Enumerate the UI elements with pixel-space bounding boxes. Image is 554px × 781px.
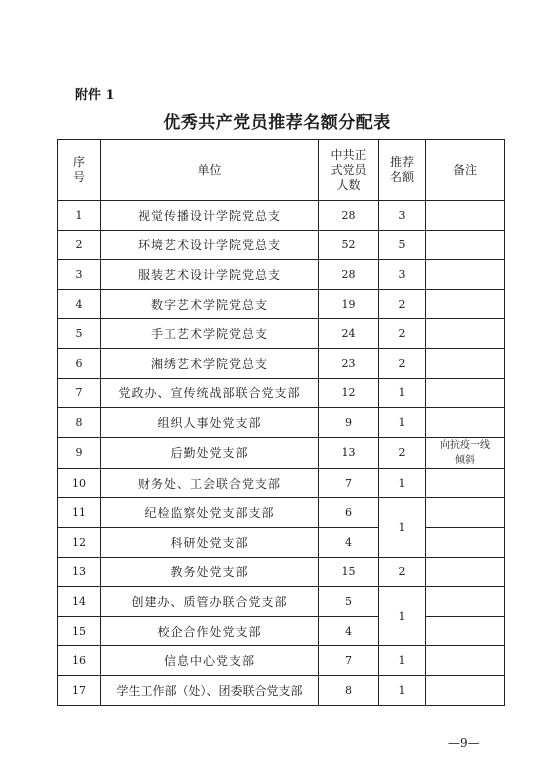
row-unit: 手工艺术学院党总支 — [101, 319, 319, 349]
table-row — [58, 498, 505, 528]
header-unit: 单位 — [101, 140, 319, 201]
row-number: 17 — [58, 675, 101, 705]
row-note — [426, 378, 505, 408]
row-quota: 2 — [379, 319, 426, 349]
row-note — [426, 616, 505, 646]
row-members: 7 — [319, 468, 379, 498]
row-note — [426, 557, 505, 587]
row-quota-merged: 1 — [379, 587, 426, 646]
row-quota: 1 — [379, 675, 426, 705]
row-quota: 2 — [379, 437, 426, 468]
row-quota: 2 — [379, 557, 426, 587]
row-number: 10 — [58, 468, 101, 498]
header-seq-line2: 号 — [72, 170, 85, 184]
row-quota: 2 — [379, 348, 426, 378]
row-note — [426, 675, 505, 705]
row-note — [426, 527, 505, 557]
table-row — [58, 587, 505, 617]
table-row — [58, 260, 505, 290]
row-number: 14 — [58, 587, 101, 617]
row-members: 24 — [319, 319, 379, 349]
row-note — [426, 260, 505, 290]
row-note — [426, 498, 505, 528]
row-note — [426, 587, 505, 617]
table-row — [58, 437, 505, 468]
row-unit: 环境艺术设计学院党总支 — [101, 230, 319, 260]
note-line1: 向抗疫一线 — [440, 439, 490, 451]
row-unit: 学生工作部（处）、团委联合党支部 — [101, 675, 319, 705]
table-row — [58, 527, 505, 557]
row-members: 23 — [319, 348, 379, 378]
quota-table — [57, 139, 505, 706]
row-quota: 1 — [379, 408, 426, 438]
table-row — [58, 230, 505, 260]
row-quota: 1 — [379, 468, 426, 498]
table-row — [58, 675, 505, 705]
header-members — [319, 140, 379, 201]
row-note — [426, 348, 505, 378]
row-members: 4 — [319, 616, 379, 646]
header-members-line3: 人数 — [336, 177, 361, 192]
row-number: 5 — [58, 319, 101, 349]
row-unit: 校企合作处党支部 — [101, 616, 319, 646]
row-members: 28 — [319, 260, 379, 290]
table-row — [58, 616, 505, 646]
row-unit: 数字艺术学院党总支 — [101, 289, 319, 319]
row-note — [426, 289, 505, 319]
table-row — [58, 201, 505, 231]
row-members: 9 — [319, 408, 379, 438]
row-note — [426, 201, 505, 231]
row-unit: 党政办、宣传统战部联合党支部 — [101, 378, 319, 408]
row-number: 2 — [58, 230, 101, 260]
row-members: 6 — [319, 498, 379, 528]
header-note: 备注 — [426, 140, 505, 201]
row-note — [426, 319, 505, 349]
table-row — [58, 468, 505, 498]
row-members: 52 — [319, 230, 379, 260]
row-members: 7 — [319, 646, 379, 676]
row-number: 16 — [58, 646, 101, 676]
row-members: 28 — [319, 201, 379, 231]
row-quota: 3 — [379, 201, 426, 231]
row-unit: 信息中心党支部 — [101, 646, 319, 676]
row-unit: 财务处、工会联合党支部 — [101, 468, 319, 498]
row-unit: 教务处党支部 — [101, 557, 319, 587]
row-number: 4 — [58, 289, 101, 319]
row-number: 9 — [58, 437, 101, 468]
row-quota: 1 — [379, 378, 426, 408]
attachment-label: 附件 1 — [75, 88, 115, 103]
row-members: 12 — [319, 378, 379, 408]
row-number: 15 — [58, 616, 101, 646]
row-unit: 服装艺术设计学院党总支 — [101, 260, 319, 290]
table-header-row — [58, 140, 505, 201]
header-members-line1: 中共正 — [330, 147, 367, 162]
row-number: 13 — [58, 557, 101, 587]
table-row — [58, 557, 505, 587]
row-members: 8 — [319, 675, 379, 705]
table-row — [58, 289, 505, 319]
row-quota: 1 — [379, 646, 426, 676]
row-number: 12 — [58, 527, 101, 557]
row-members: 13 — [319, 437, 379, 468]
row-note — [426, 437, 505, 468]
page-number: —9— — [448, 736, 480, 750]
row-members: 19 — [319, 289, 379, 319]
row-unit: 创建办、质管办联合党支部 — [101, 587, 319, 617]
row-unit: 纪检监察处党支部支部 — [101, 498, 319, 528]
row-unit: 组织人事处党支部 — [101, 408, 319, 438]
row-quota-merged: 1 — [379, 498, 426, 557]
row-unit: 视觉传播设计学院党总支 — [101, 201, 319, 231]
row-number: 1 — [58, 201, 101, 231]
row-note — [426, 408, 505, 438]
row-number: 11 — [58, 498, 101, 528]
header-members-line2: 式党员 — [330, 162, 367, 177]
row-number: 8 — [58, 408, 101, 438]
row-number: 7 — [58, 378, 101, 408]
header-quota — [379, 140, 426, 201]
table-row — [58, 408, 505, 438]
row-members: 15 — [319, 557, 379, 587]
page-title: 优秀共产党员推荐名额分配表 — [163, 113, 391, 133]
row-unit: 科研处党支部 — [101, 527, 319, 557]
header-seq — [58, 140, 101, 201]
row-unit: 湘绣艺术学院党总支 — [101, 348, 319, 378]
row-members: 5 — [319, 587, 379, 617]
table-row — [58, 646, 505, 676]
row-number: 3 — [58, 260, 101, 290]
row-quota: 5 — [379, 230, 426, 260]
header-quota-line1: 推荐 — [389, 155, 414, 169]
row-members: 4 — [319, 527, 379, 557]
header-seq-line1: 序 — [72, 155, 85, 169]
row-number: 6 — [58, 348, 101, 378]
row-note — [426, 646, 505, 676]
note-line2: 倾斜 — [455, 454, 475, 466]
row-unit: 后勤处党支部 — [101, 437, 319, 468]
row-quota: 3 — [379, 260, 426, 290]
table-row — [58, 348, 505, 378]
row-note — [426, 468, 505, 498]
row-quota: 2 — [379, 289, 426, 319]
table-row — [58, 319, 505, 349]
header-quota-line2: 名额 — [389, 170, 414, 184]
table-row — [58, 378, 505, 408]
row-note — [426, 230, 505, 260]
